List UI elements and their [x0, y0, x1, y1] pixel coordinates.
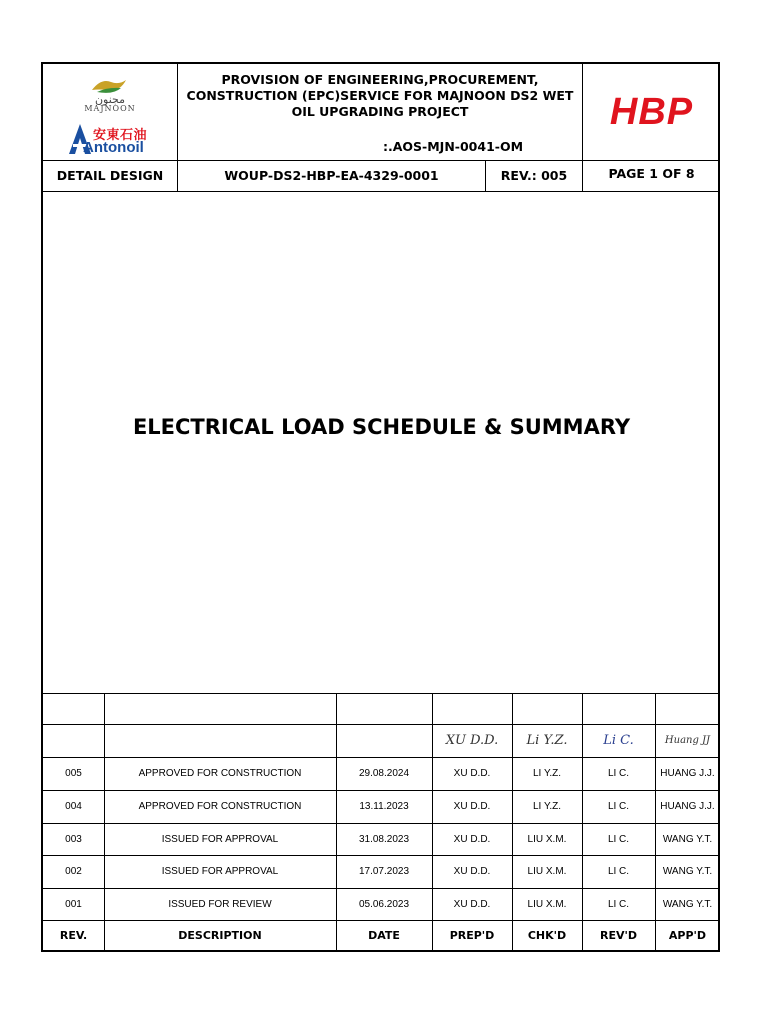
date-cell: 05.06.2023 — [358, 898, 410, 910]
rev-cell: 005 — [65, 768, 82, 779]
description-cell: ISSUED FOR APPROVAL — [161, 833, 279, 845]
document-title: ELECTRICAL LOAD SCHEDULE & SUMMARY — [132, 415, 631, 439]
signature-appd: Huang JJ — [664, 735, 711, 746]
description-cell: ISSUED FOR APPROVAL — [161, 866, 279, 877]
description-cell: APPROVED FOR CONSTRUCTION — [138, 768, 302, 779]
client-logos — [43, 64, 177, 160]
date-cell: 31.08.2023 — [358, 833, 410, 845]
chkd-cell: LIU X.M. — [527, 833, 567, 845]
majnoon-arabic-text: مجنون — [94, 93, 126, 106]
prepd-cell: XU D.D. — [453, 866, 491, 877]
project-title-block — [178, 72, 582, 154]
revd-cell: LI C. — [607, 866, 630, 877]
divider — [43, 191, 718, 192]
revision-table — [43, 693, 720, 952]
signature-prepd: XU D.D. — [445, 733, 499, 748]
document-sheet — [41, 62, 720, 952]
page-number: PAGE 1 OF 8 — [608, 166, 695, 181]
rev-cell: 002 — [65, 866, 82, 877]
column-header-rev: REV. — [59, 928, 88, 942]
appd-cell: HUANG J.J. — [660, 768, 715, 779]
description-cell: APPROVED FOR CONSTRUCTION — [138, 801, 302, 812]
column-header-date: DATE — [368, 928, 400, 942]
revd-cell: LI C. — [607, 801, 630, 812]
description-cell: ISSUED FOR REVIEW — [168, 898, 272, 910]
document-number: WOUP-DS2-HBP-EA-4329-0001 — [224, 168, 439, 183]
chkd-cell: LI Y.Z. — [533, 801, 561, 812]
majnoon-latin-text: MAJNOON — [84, 104, 136, 113]
appd-cell: HUANG J.J. — [660, 801, 715, 812]
column-header-chkd: CHK'D — [527, 928, 567, 942]
date-cell: 17.07.2023 — [358, 866, 410, 877]
chkd-cell: LIU X.M. — [527, 898, 567, 910]
hbp-logo-text: HBP — [609, 90, 694, 133]
project-title: PROVISION OF ENGINEERING,PROCUREMENT, CONSTRUCTION (EPC)SERVICE FOR MAJNOON DS2 WET OIL UPGRADING PROJECT — [186, 72, 574, 119]
appd-cell: WANG Y.T. — [662, 898, 713, 910]
revision-number: REV.: 005 — [500, 168, 568, 183]
date-cell: 29.08.2024 — [358, 768, 410, 779]
appd-cell: WANG Y.T. — [662, 866, 713, 877]
phase-label: DETAIL DESIGN — [56, 168, 164, 183]
column-header-prepd: PREP'D — [449, 928, 495, 942]
antonoil-cn-text: 安東石油 — [93, 128, 148, 143]
revd-cell: LI C. — [607, 898, 630, 910]
date-cell: 13.11.2023 — [359, 801, 409, 812]
column-header-description: DESCRIPTION — [178, 928, 262, 942]
chkd-cell: LI Y.Z. — [533, 768, 561, 779]
prepd-cell: XU D.D. — [453, 801, 491, 812]
prepd-cell: XU D.D. — [453, 833, 491, 845]
revd-cell: LI C. — [607, 833, 630, 845]
rev-cell: 004 — [65, 801, 82, 812]
column-header-revd: REV'D — [600, 928, 637, 942]
hbp-logo — [583, 64, 720, 160]
signature-chkd: Li Y.Z. — [526, 733, 568, 748]
contract-number: :.AOS-MJN-0041-OM — [383, 139, 524, 154]
appd-cell: WANG Y.T. — [662, 833, 713, 845]
rev-cell: 001 — [65, 898, 82, 910]
signature-revd: Li C. — [603, 733, 634, 748]
revd-cell: LI C. — [607, 768, 630, 779]
column-header-appd: APP'D — [668, 928, 707, 942]
prepd-cell: XU D.D. — [453, 898, 491, 910]
prepd-cell: XU D.D. — [453, 768, 491, 779]
antonoil-latin-text: Antonoil — [83, 139, 144, 156]
rev-cell: 003 — [65, 833, 82, 845]
chkd-cell: LIU X.M. — [527, 866, 567, 877]
